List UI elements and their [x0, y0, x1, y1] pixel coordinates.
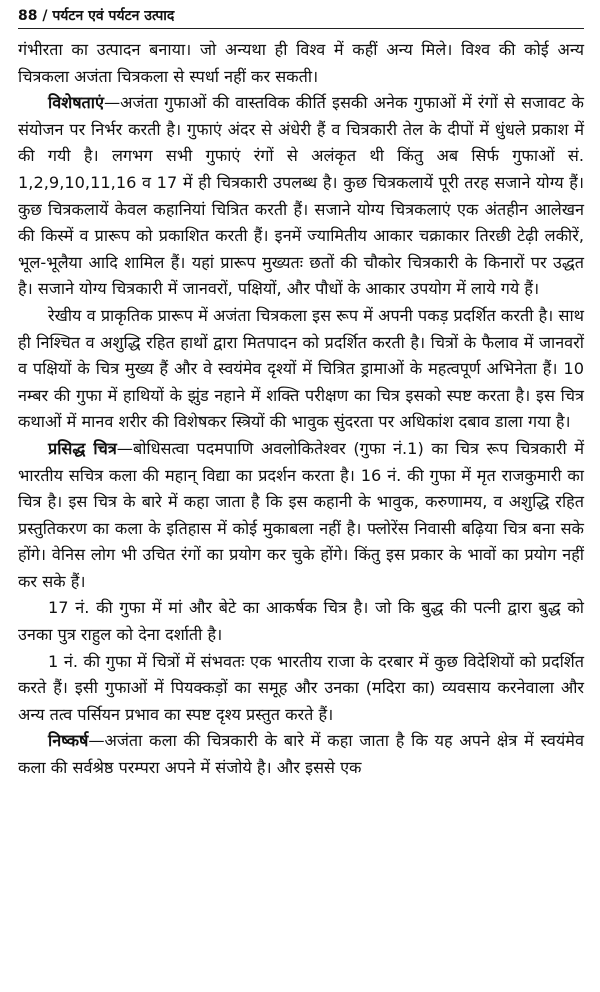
section-heading-features: विशेषताएं: [48, 93, 104, 113]
paragraph-text: —अजंता कला की चित्रकारी के बारे में कहा जाता है कि यह अपने क्षेत्र में स्वयंमेव कला की सर्वश्रेष्ठ परम्परा अपने में संजोये है। और इससे एक: [18, 731, 584, 778]
paragraph-linear-forms: [18, 303, 584, 436]
paragraph-conclusion: [18, 728, 584, 781]
paragraph-cave-17: [18, 595, 584, 648]
section-heading-famous-paintings: प्रसिद्ध चित्र: [48, 438, 117, 458]
page-number: 88: [18, 8, 38, 24]
paragraph-text: —अजंता गुफाओं की वास्तविक कीर्ति इसकी अनेक गुफाओं में रंगों से सजावट के संयोजन पर निर्भर करती है। गुफाएं अंदर से अंधेरी हैं व चित्रकारी तेल के दीपों में धुंधले प्रकाश में की गयी है। लगभग सभी गुफाएं रंगों से अलंकृत थी किंतु अब सिर्फ गुफाओं सं. 1,2,9,10,11,16 व 17 में ही चित्रकारी उपलब्ध है। कुछ चित्रकलायें पूरी तरह सजाने योग्य हैं। कुछ चित्रकलायें केवल कहानियां चित्रित करती हैं। सजाने योग्य चित्रकलाएं एक अंतहीन आलेखन की किस्में व प्रारूप को प्रकाशित करती हैं। इनमें ज्यामितीय आकार चक्राकार तिरछी टेढ़ी लकीरें, भूल-भूलैया आदि शामिल हैं। यहां प्रारूप मुख्यतः छतों की चौकोर चित्रकारी के किनारों पर उद्धत है। सजाने योग्य चित्रकारी में जानवरों, पक्षियों, और पौधों के आकार उपयोग में लाये गये हैं।: [18, 93, 584, 299]
book-page: [18, 6, 584, 782]
paragraph-features: [18, 90, 584, 303]
paragraph-text: 1 नं. की गुफा में चित्रों में संभवतः एक भारतीय राजा के दरबार में कुछ विदेशियों को प्रदर्शित करते हैं। इसी गुफाओं में पियक्कड़ों का समूह और उनका (मदिरा का) व्यवसाय करनेवाला और अन्य तत्व पर्सियन प्रभाव का स्पष्ट दृश्य प्रस्तुत करते हैं।: [18, 651, 584, 724]
section-heading-conclusion: निष्कर्ष: [48, 731, 89, 751]
running-title: / पर्यटन एवं पर्यटन उत्पाद: [42, 8, 175, 24]
paragraph-text: रेखीय व प्राकृतिक प्रारूप में अजंता चित्रकला इस रूप में अपनी पकड़ प्रदर्शित करती है। साथ ही निश्चित व अशुद्धि रहित हाथों द्वारा मितपादन को प्रदर्शित करती है। चित्रों के फैलाव में जानवरों व पक्षियों के चित्र मुख्य हैं और वे स्वयंमेव दृश्यों में चित्रित ड्रामाओं के महत्वपूर्ण अभिनेता हैं। 10 नम्बर की गुफा में हाथियों के झुंड नहाने में शक्ति परीक्षण का चित्र इसको स्पष्ट करता है। इस चित्र कथाओं में मानव शरीर की विशेषकर स्त्रियों की भावुक सुंदरता पर अधिकांश दबाव डाला गया है।: [18, 305, 584, 432]
paragraph-continuation: [18, 37, 584, 90]
paragraph-famous-paintings: [18, 436, 584, 596]
running-header: [18, 6, 584, 29]
paragraph-text: 17 नं. की गुफा में मां और बेटे का आकर्षक चित्र है। जो कि बुद्ध की पत्नी द्वारा बुद्ध को उनका पुत्र राहुल को देना दर्शाती है।: [18, 598, 584, 645]
paragraph-text: —बोधिसत्वा पदमपाणि अवलोकितेश्वर (गुफा नं.1) का चित्र रूप चित्रकारी में भारतीय सचित्र कला की महान् विद्या का प्रदर्शन करता है। 16 नं. की गुफा में मृत राजकुमारी का चित्र है। इस चित्र के बारे में कहा जाता है कि इस कहानी के भावुक, करुणामय, व अशुद्धि रहित प्रस्तुतिकरण का कला के इतिहास में कोई मुकाबला नहीं है। फ्लोरेंस निवासी बढ़िया चित्र बना सके होंगे। वेनिस लोग भी उचित रंगों का प्रयोग कर चुके होंगे। किंतु इस प्रकार के भावों का प्रयोग नहीं कर सके हैं।: [18, 438, 584, 591]
paragraph-text: गंभीरता का उत्पादन बनाया। जो अन्यथा ही विश्व में कहीं अन्य मिले। विश्व की कोई अन्य चित्रकला अजंता चित्रकला से स्पर्धा नहीं कर सकती।: [18, 40, 584, 86]
paragraph-cave-1: [18, 649, 584, 729]
